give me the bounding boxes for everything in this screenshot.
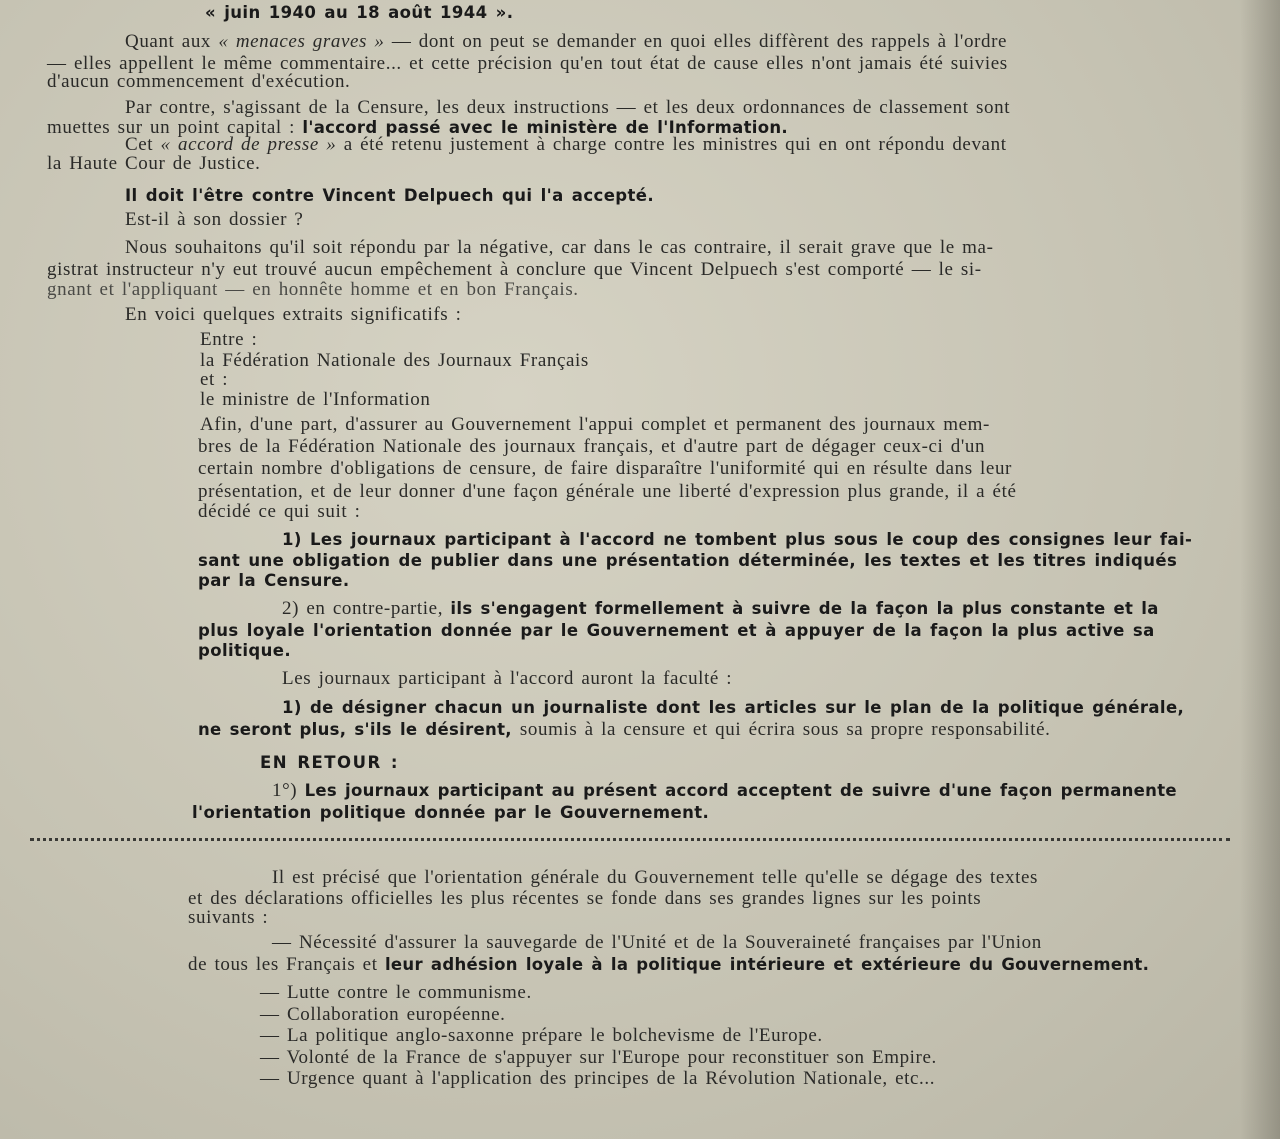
text-line: 1) de désigner chacun un journaliste dont les articles sur le plan de la politique générale, <box>282 698 1185 717</box>
text-line: 2) en contre-partie, ils s'engagent formellement à suivre de la façon la plus constante et la <box>282 598 1159 619</box>
text-line: Les journaux participant à l'accord auront la faculté : <box>282 668 733 689</box>
list-item: — Collaboration européenne. <box>260 1004 506 1025</box>
text-line: présentation, et de leur donner d'une façon générale une liberté d'expression plus grande, il a été <box>198 481 1017 502</box>
text-line: plus loyale l'orientation donnée par le Gouvernement et à appuyer de la façon la plus active sa <box>198 621 1155 640</box>
list-item: — Lutte contre le communisme. <box>260 982 532 1003</box>
text-line: gistrat instructeur n'y eut trouvé aucun empêchement à conclure que Vincent Delpuech s'est comporté — le si- <box>47 259 982 280</box>
text-line: et des déclarations officielles les plus récentes se fonde dans ses grandes lignes sur les points <box>188 888 982 909</box>
text-line: Par contre, s'agissant de la Censure, les deux instructions — et les deux ordonnances de classement sont <box>125 97 1011 118</box>
list-item: — La politique anglo-saxonne prépare le bolchevisme de l'Europe. <box>260 1025 823 1046</box>
text-line: Afin, d'une part, d'assurer au Gouvernement l'appui complet et permanent des journaux mem- <box>200 414 990 435</box>
text-line: l'orientation politique donnée par le Gouvernement. <box>192 803 710 822</box>
text-line: muettes sur un point capital : l'accord passé avec le ministère de l'Information. <box>47 117 788 138</box>
text-line: Entre : <box>200 329 258 350</box>
text-line: — elles appellent le même commentaire... et cette précision qu'en tout état de cause elles n'ont jamais été suivies <box>47 53 1008 74</box>
text-line: d'aucun commencement d'exécution. <box>47 71 351 92</box>
text-line: et : <box>200 369 229 390</box>
text-line: 1°) Les journaux participant au présent accord acceptent de suivre d'une façon permanente <box>272 780 1177 801</box>
text-line: décidé ce qui suit : <box>198 501 361 522</box>
dotted-separator <box>30 838 1230 841</box>
text-line: Il est précisé que l'orientation générale du Gouvernement telle qu'elle se dégage des textes <box>272 867 1038 888</box>
text-line: Quant aux « menaces graves » — dont on peut se demander en quoi elles diffèrent des rappels à l'ordre <box>125 31 1008 52</box>
text-line: la Haute Cour de Justice. <box>47 153 261 174</box>
text-line: Cet « accord de presse » a été retenu justement à charge contre les ministres qui en ont répondu devant <box>125 134 1007 155</box>
text-line: gnant et l'appliquant — en honnête homme et en bon Français. <box>47 279 579 300</box>
section-heading: EN RETOUR : <box>260 753 400 772</box>
text-line: certain nombre d'obligations de censure, de faire disparaître l'uniformité qui en résulte dans leur <box>198 458 1012 479</box>
text-line: En voici quelques extraits significatifs : <box>125 304 462 325</box>
text-line: par la Censure. <box>198 571 350 590</box>
text-line: Nous souhaitons qu'il soit répondu par la négative, car dans le cas contraire, il serait grave que le ma- <box>125 237 994 258</box>
text-line: 1) Les journaux participant à l'accord ne tombent plus sous le coup des consignes leur fai- <box>282 530 1193 549</box>
text-line: ne seront plus, s'ils le désirent, soumis à la censure et qui écrira sous sa propre responsabilité. <box>198 719 1051 740</box>
list-item: — Urgence quant à l'application des principes de la Révolution Nationale, etc... <box>260 1068 936 1089</box>
text-line: sant une obligation de publier dans une présentation déterminée, les textes et les titres indiqués <box>198 551 1178 570</box>
text-line: « juin 1940 au 18 août 1944 ». <box>205 3 514 22</box>
text-line: Il doit l'être contre Vincent Delpuech qui l'a accepté. <box>125 186 655 205</box>
list-item: — Volonté de la France de s'appuyer sur l'Europe pour reconstituer son Empire. <box>260 1047 937 1068</box>
text-line: le ministre de l'Information <box>200 389 431 410</box>
text-line: de tous les Français et leur adhésion loyale à la politique intérieure et extérieure du Gouvernement. <box>188 954 1150 975</box>
text-line: politique. <box>198 641 292 660</box>
text-line: — Nécessité d'assurer la sauvegarde de l'Unité et de la Souveraineté françaises par l'Union <box>272 932 1042 953</box>
text-line: suivants : <box>188 907 269 928</box>
text-line: la Fédération Nationale des Journaux Français <box>200 350 589 371</box>
text-line: bres de la Fédération Nationale des journaux français, et d'autre part de dégager ceux-ci d'un <box>198 436 986 457</box>
text-line: Est-il à son dossier ? <box>125 209 304 230</box>
page-edge-shadow <box>1240 0 1280 1139</box>
